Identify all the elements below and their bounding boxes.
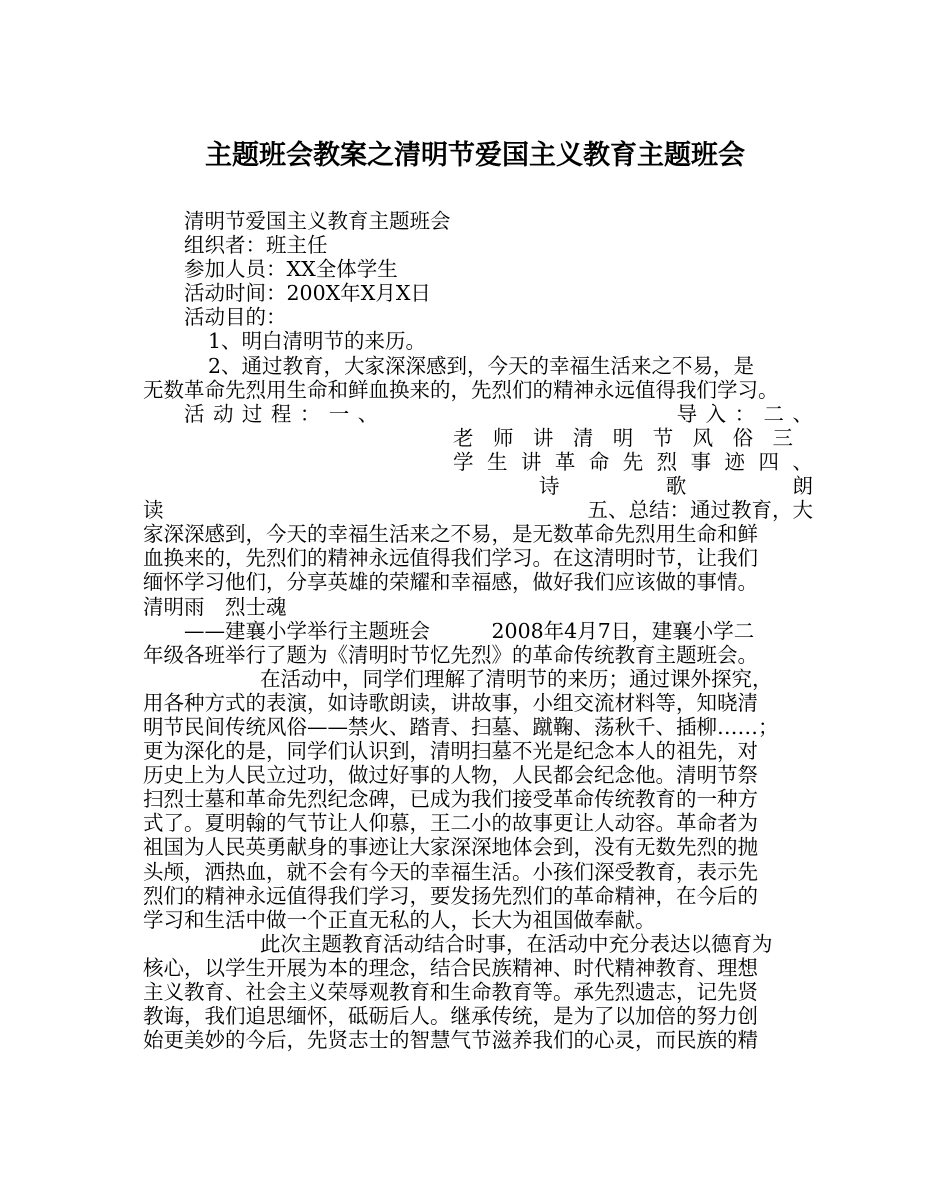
goal-line: 无数革命先烈用生命和鲜血换来的，先烈们的精神永远值得我们学习。 bbox=[143, 377, 779, 402]
process-row-4 bbox=[143, 474, 813, 498]
process-char: 生 bbox=[486, 449, 508, 474]
process-char: 清 bbox=[572, 425, 594, 450]
process-char: 明 bbox=[612, 425, 634, 450]
process-summary: 五、总结：通过教育，大 bbox=[587, 498, 813, 523]
process-char: 革 bbox=[554, 449, 576, 474]
process-char: 事 bbox=[690, 449, 712, 474]
process-char: 讲 bbox=[532, 425, 554, 450]
paragraph-line: 此次主题教育活动结合时事，在活动中充分表达以德育为 bbox=[260, 931, 773, 956]
header-line: 组织者：班主任 bbox=[184, 233, 328, 258]
process-char: 诗 bbox=[539, 474, 560, 499]
paragraph-line: 在活动中，同学们理解了清明节的来历；通过课外探究， bbox=[260, 666, 773, 691]
paragraph-line: 烈们的精神永远值得我们学习，要发扬先烈们的革命精神，在今后的 bbox=[143, 883, 758, 908]
paragraph-line: ——建襄小学举行主题班会 2008年4月7日，建襄小学二 bbox=[184, 618, 755, 643]
process-char: 读 bbox=[143, 498, 164, 523]
process-char: 活 bbox=[184, 401, 205, 426]
paragraph-line: 主义教育、社会主义荣辱观教育和生命教育等。承先烈遗志，记先贤 bbox=[143, 980, 758, 1004]
header-line: 清明节爱国主义教育主题班会 bbox=[184, 209, 451, 233]
paragraph-line: 血换来的，先烈们的精神永远值得我们学习。在这清明时节，让我们 bbox=[143, 546, 758, 571]
document-body bbox=[143, 209, 813, 1052]
process-char: 讲 bbox=[520, 449, 542, 474]
paragraph-line: 教诲，我们追思缅怀，砥砺后人。继承传统，是为了以加倍的努力创 bbox=[143, 1004, 758, 1029]
process-char: 、 bbox=[792, 401, 813, 426]
process-char: 风 bbox=[692, 425, 714, 450]
process-char: 导 bbox=[676, 401, 698, 426]
goal-line: 2、通过教育，大家深深感到，今天的幸福生活来之不易，是 bbox=[208, 353, 755, 378]
process-char: 朗 bbox=[792, 474, 813, 499]
process-char: 、 bbox=[357, 401, 379, 426]
process-char: ： bbox=[734, 401, 756, 426]
paragraph-line: 核心，以学生开展为本的理念，结合民族精神、时代精神教育、理想 bbox=[143, 955, 758, 980]
process-char: 迹 bbox=[724, 449, 745, 474]
process-row-2 bbox=[143, 426, 813, 450]
paragraph-line: 始更美妙的今后，先贤志士的智慧气节滋养我们的心灵，而民族的精 bbox=[143, 1028, 758, 1053]
header-line: 活动目的： bbox=[184, 305, 287, 330]
paragraph-line: 明节民间传统风俗——禁火、踏青、扫墓、蹴鞠、荡秋千、插柳……； bbox=[143, 714, 779, 739]
paragraph-line: 用各种方式的表演，如诗歌朗读，讲故事，小组交流材料等，知晓清 bbox=[143, 690, 758, 715]
process-char: 烈 bbox=[656, 449, 678, 474]
process-char: 老 bbox=[453, 425, 474, 450]
process-char: 二 bbox=[763, 401, 785, 426]
process-char: 命 bbox=[588, 449, 610, 474]
process-char: 先 bbox=[622, 449, 644, 474]
process-char: 一 bbox=[328, 401, 350, 426]
paragraph-line: 学习和生活中做一个正直无私的人，长大为祖国做奉献。 bbox=[143, 907, 656, 932]
process-char: 动 bbox=[212, 401, 234, 426]
paragraph-line: 年级各班举行了题为《清明时节忆先烈》的革命传统教育主题班会。 bbox=[143, 642, 758, 667]
paragraph-line: 家深深感到，今天的幸福生活来之不易，是无数革命先烈用生命和鲜 bbox=[143, 522, 758, 547]
paragraph-line: 更为深化的是，同学们认识到，清明扫墓不光是纪念本人的祖先，对 bbox=[143, 739, 758, 764]
process-char: 、 bbox=[792, 449, 813, 474]
process-char: ： bbox=[299, 401, 321, 426]
process-char: 俗 bbox=[732, 425, 754, 450]
process-char: 三 bbox=[772, 425, 793, 450]
goal-line: 1、明白清明节的来历。 bbox=[208, 329, 427, 354]
document-title: 主题班会教案之清明节爱国主义教育主题班会 bbox=[205, 140, 745, 171]
process-char: 入 bbox=[705, 401, 727, 426]
header-line: 活动时间：200X年X月X日 bbox=[184, 281, 431, 306]
subtitle-line: 清明雨 烈士魂 bbox=[143, 594, 287, 619]
paragraph-line: 缅怀学习他们，分享英雄的荣耀和幸福感，做好我们应该做的事情。 bbox=[143, 570, 758, 595]
paragraph-line: 式了。夏明翰的气节让人仰慕，王二小的故事更让人动容。革命者为 bbox=[143, 811, 758, 836]
paragraph-line: 扫烈士墓和革命先烈纪念碑，已成为我们接受革命传统教育的一种方 bbox=[143, 787, 758, 812]
paragraph-line: 祖国为人民英勇献身的事迹让大家深深地体会到，没有无数先烈的抛 bbox=[143, 835, 758, 860]
process-char: 程 bbox=[270, 401, 292, 426]
process-char: 四 bbox=[758, 449, 779, 474]
process-char: 过 bbox=[241, 401, 263, 426]
process-char: 学 bbox=[453, 449, 474, 474]
process-row-1 bbox=[143, 402, 813, 426]
process-char: 节 bbox=[652, 425, 674, 450]
process-char: 歌 bbox=[665, 474, 687, 499]
header-line: 参加人员：XX全体学生 bbox=[184, 257, 398, 282]
process-row-5 bbox=[143, 498, 813, 522]
paragraph-line: 历史上为人民立过功，做过好事的人物，人民都会纪念他。清明节祭 bbox=[143, 763, 758, 788]
paragraph-line: 头颅，洒热血，就不会有今天的幸福生活。小孩们深受教育，表示先 bbox=[143, 859, 758, 884]
process-row-3 bbox=[143, 450, 813, 474]
process-char: 师 bbox=[492, 425, 514, 450]
